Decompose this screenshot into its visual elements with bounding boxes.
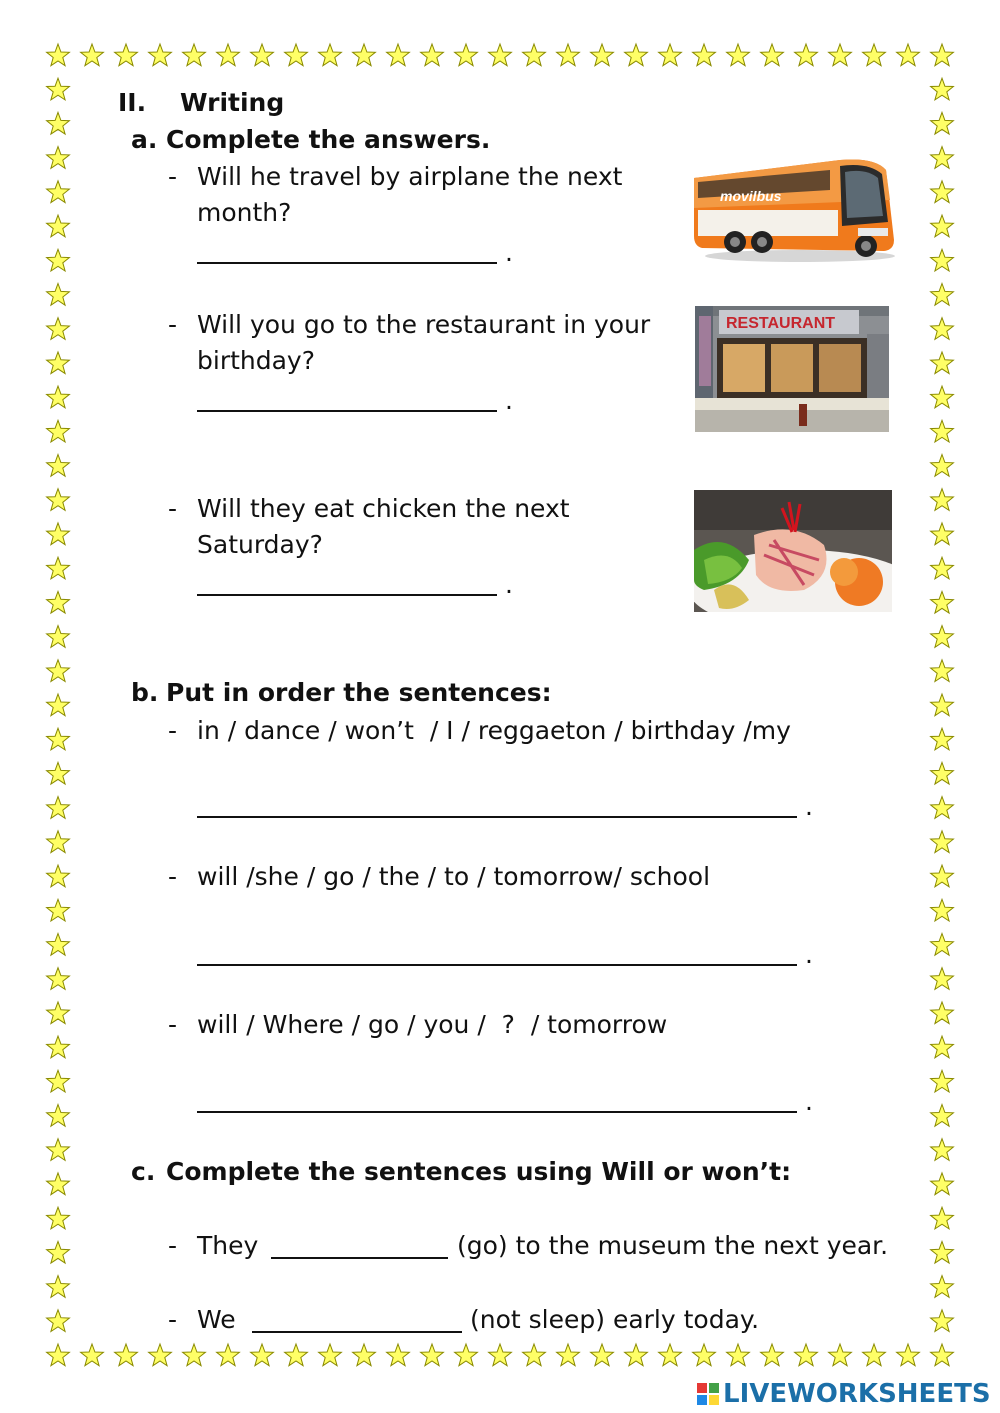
border-star [47,455,70,477]
border-star [931,386,954,408]
border-star [47,660,70,682]
border-star [421,1344,444,1366]
border-star [931,694,954,716]
question-text: birthday? [197,346,315,375]
border-star [47,899,70,921]
border-star [931,831,954,853]
border-star [523,44,546,66]
border-star [149,44,172,66]
part-a-letter: a. [131,125,158,154]
border-star [285,1344,308,1366]
sentence-end: (not sleep) early today. [470,1305,760,1334]
border-star [47,181,70,203]
border-star [285,44,308,66]
border-star [931,44,954,66]
border-star [47,694,70,716]
border-star [727,1344,750,1366]
border-star [931,284,954,306]
border-star [47,1344,70,1366]
answer-blank[interactable] [197,816,797,818]
border-star [47,934,70,956]
border-star [47,44,70,66]
ceviche-image [694,490,892,612]
border-star [47,352,70,374]
border-star [47,78,70,100]
border-star [489,44,512,66]
border-star [455,1344,478,1366]
order-dash: - [168,862,178,891]
order-dash: - [168,1010,178,1039]
border-star [47,249,70,271]
border-star [557,44,580,66]
border-star [81,44,104,66]
sentence-blank[interactable] [252,1331,462,1333]
border-star [115,1344,138,1366]
border-star [931,455,954,477]
border-star [897,1344,920,1366]
border-star [47,386,70,408]
border-star [47,1002,70,1024]
border-star [47,420,70,442]
border-star [251,44,274,66]
border-star [47,557,70,579]
border-star [931,1070,954,1092]
border-star [931,420,954,442]
order-words: in / dance / won’t / I / reggaeton / birthday /my [197,716,791,745]
border-star [863,1344,886,1366]
border-star [727,44,750,66]
border-star [421,44,444,66]
border-star [931,1105,954,1127]
border-star [931,147,954,169]
answer-period: . [505,386,513,415]
border-star [931,591,954,613]
border-star [931,1139,954,1161]
border-star [183,44,206,66]
section-title: Writing [180,88,285,117]
border-star [47,626,70,648]
border-star [47,968,70,990]
border-star [931,1207,954,1229]
border-star [319,44,342,66]
sentence-start: They [197,1231,259,1260]
order-words: will / Where / go / you / ? / tomorrow [197,1010,668,1039]
border-star [47,318,70,340]
border-star [47,797,70,819]
border-star [829,44,852,66]
border-star [931,968,954,990]
border-star [931,181,954,203]
border-star [931,728,954,750]
border-star [931,78,954,100]
border-star [47,1207,70,1229]
border-star [761,1344,784,1366]
border-star [47,865,70,887]
border-star [47,591,70,613]
border-star [47,1105,70,1127]
border-star [931,523,954,545]
border-star [931,1173,954,1195]
logo-text: LIVEWORKSHEETS [723,1379,991,1409]
border-star [931,1241,954,1263]
border-star [47,523,70,545]
restaurant-image [695,306,889,432]
bus-brand-text: movilbus [720,188,782,204]
border-star [931,899,954,921]
part-b-letter: b. [131,678,159,707]
border-star [931,660,954,682]
border-star [387,44,410,66]
answer-period: . [505,570,513,599]
border-star [931,865,954,887]
border-star [693,1344,716,1366]
answer-blank[interactable] [197,262,497,264]
border-star [863,44,886,66]
border-star [47,1173,70,1195]
border-star [931,249,954,271]
border-star [931,1036,954,1058]
question-dash: - [168,310,178,339]
sentence-start: We [197,1305,236,1334]
border-star [217,1344,240,1366]
part-b-heading: Put in order the sentences: [166,678,552,707]
border-star [115,44,138,66]
border-star [931,934,954,956]
liveworksheets-logo [697,1378,991,1410]
part-c-letter: c. [131,1157,156,1186]
border-star [829,1344,852,1366]
part-a-heading: Complete the answers. [166,125,491,154]
border-star [931,1310,954,1332]
order-dash: - [168,716,178,745]
border-star [897,44,920,66]
answer-blank[interactable] [197,410,497,412]
border-star [47,1310,70,1332]
border-star [455,44,478,66]
question-text: Will he travel by airplane the next [197,162,623,191]
border-star [387,1344,410,1366]
answer-period: . [805,1087,813,1116]
border-star [47,762,70,784]
border-star [591,44,614,66]
question-text: month? [197,198,292,227]
border-star [47,1036,70,1058]
section-number: II. [118,88,147,117]
border-star [217,44,240,66]
border-star [659,1344,682,1366]
border-star [47,147,70,169]
border-star [931,626,954,648]
border-star [693,44,716,66]
border-star [931,112,954,134]
logo-grid-icon [697,1383,719,1405]
border-star [489,1344,512,1366]
answer-blank[interactable] [197,1111,797,1113]
border-star [931,352,954,374]
border-star [319,1344,342,1366]
answer-period: . [805,940,813,969]
border-star [931,318,954,340]
border-star [659,44,682,66]
border-star [931,215,954,237]
sentence-end: (go) to the museum the next year. [457,1231,889,1260]
order-words: will /she / go / the / to / tomorrow/ school [197,862,711,891]
part-c-heading: Complete the sentences using Will or won’t: [166,1157,792,1186]
answer-period: . [505,238,513,267]
question-dash: - [168,494,178,523]
sentence-dash: - [168,1231,178,1260]
border-star [47,215,70,237]
sentence-blank[interactable] [271,1257,448,1259]
border-star [353,1344,376,1366]
border-star [251,1344,274,1366]
border-star [557,1344,580,1366]
border-star [47,284,70,306]
border-star [47,489,70,511]
border-star [931,797,954,819]
border-star [761,44,784,66]
border-star [795,44,818,66]
border-star [47,112,70,134]
restaurant-sign-text: RESTAURANT [726,315,836,332]
border-star [149,1344,172,1366]
bus-image [690,130,898,265]
border-star [353,44,376,66]
border-star [931,1344,954,1366]
sentence-dash: - [168,1305,178,1334]
question-dash: - [168,162,178,191]
question-text: Will you go to the restaurant in your [197,310,651,339]
border-star [931,489,954,511]
border-star [47,728,70,750]
border-star [931,1276,954,1298]
border-star [523,1344,546,1366]
border-star [625,44,648,66]
border-star [931,557,954,579]
border-star [81,1344,104,1366]
question-text: Saturday? [197,530,323,559]
answer-blank[interactable] [197,594,497,596]
border-star [183,1344,206,1366]
question-text: Will they eat chicken the next [197,494,570,523]
border-star [47,1139,70,1161]
border-star [47,1070,70,1092]
border-star [625,1344,648,1366]
border-star [47,1276,70,1298]
answer-blank[interactable] [197,964,797,966]
border-star [931,762,954,784]
border-star [795,1344,818,1366]
border-star [47,1241,70,1263]
border-star [47,831,70,853]
border-star [931,1002,954,1024]
answer-period: . [805,792,813,821]
border-star [591,1344,614,1366]
